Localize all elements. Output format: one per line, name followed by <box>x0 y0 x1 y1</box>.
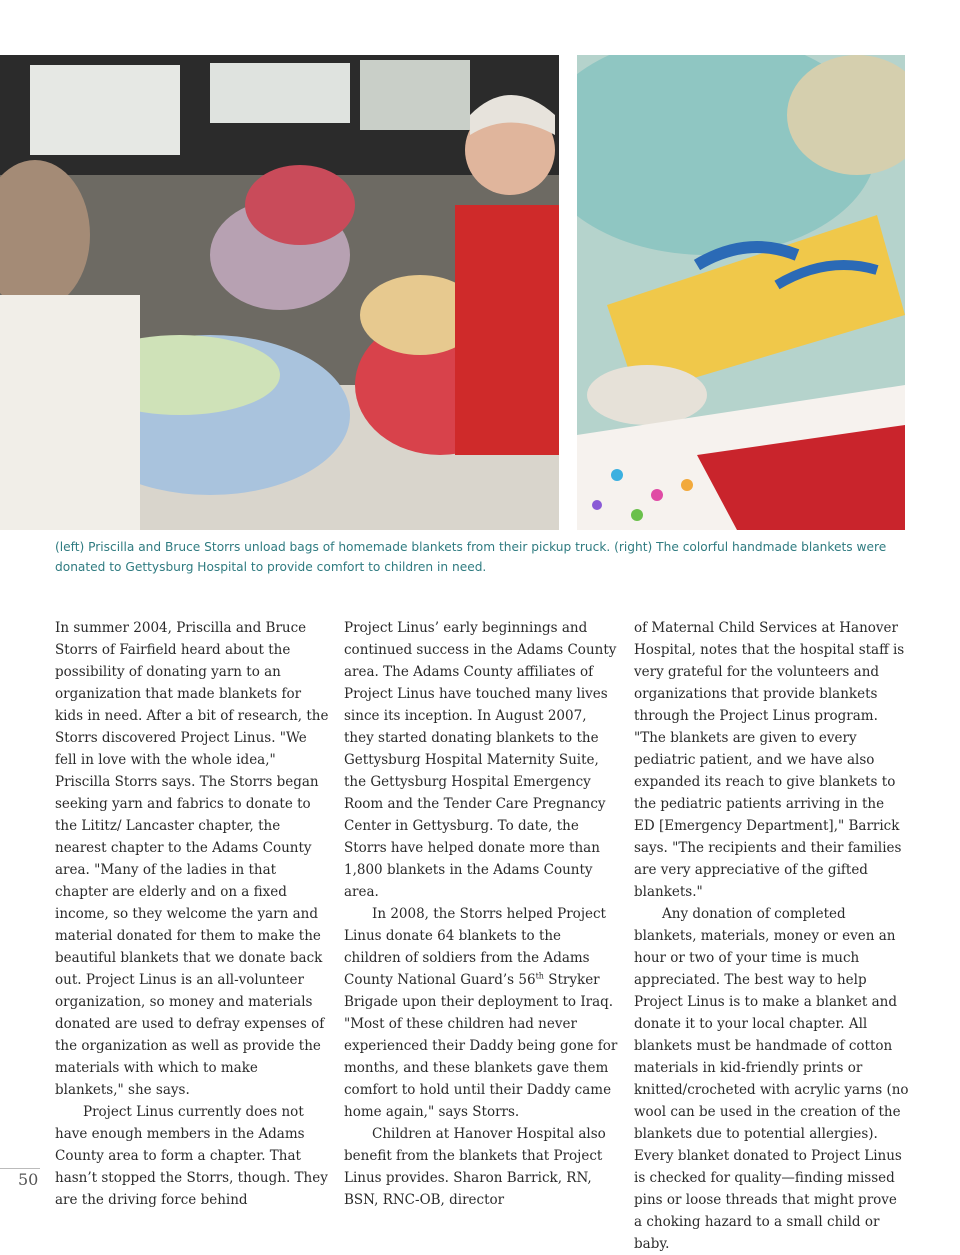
article-column-3 <box>634 617 909 1255</box>
blankets-photo-illustration <box>577 55 905 530</box>
photo-colorful-blankets <box>577 55 905 530</box>
paragraph: Children at Hanover Hospital also benefit from the blankets that Project Linus provides. Sharon Barrick, RN, BSN, RNC-OB, director <box>344 1126 606 1208</box>
paragraph: Any donation of completed blankets, materials, money or even an hour or two of your time is much appreciated. The best way to help Project Linus is to make a blanket and donate it to your local chapter. All blankets must be handmade of cotton materials in kid-friendly prints or knitted/crocheted with acrylic yarns (no wool can be used in the creation of the blankets due to potential allergies). Every blanket donated to Project Linus is checked for quality—finding missed pins or loose threads that might prove a choking hazard to a small child or baby. <box>634 906 909 1252</box>
paragraph <box>344 903 619 1123</box>
paragraph: of Maternal Child Services at Hanover Hospital, notes that the hospital staff is very grateful for the volunteers and organizations that provide blankets through the Project Linus program. "The blankets are given to every pediatric patient, and we have also expanded its reach to give blankets to the pediatric patients arriving in the ED [Emergency Department]," Barrick says. "The recipients and their families are very appreciative of the gifted blankets." <box>634 620 905 900</box>
paragraph: Project Linus currently does not have enough members in the Adams County area to form a chapter. That hasn’t stopped the Storrs, though. They are the driving force behind <box>55 1104 328 1208</box>
ordinal-suffix: th <box>535 971 544 981</box>
article-column-2 <box>344 617 619 1211</box>
truck-photo-illustration <box>0 55 559 530</box>
paragraph: Project Linus’ early beginnings and continued success in the Adams County area. The Adams County affiliates of Project Linus have touched many lives since its inception. In August 2007, they started donating blankets to the Gettysburg Hospital Maternity Suite, the Gettysburg Hospital Emergency Room and the Tender Care Pregnancy Center in Gettysburg. To date, the Storrs have helped donate more than 1,800 blankets in the Adams County area. <box>344 620 617 900</box>
photo-caption: (left) Priscilla and Bruce Storrs unload bags of homemade blankets from their pickup truck. (right) The colorful handmade blankets were donated to Gettysburg Hospital to provide comfort to children in need. <box>55 540 887 574</box>
page-number-rule <box>0 1168 40 1169</box>
paragraph-text: Stryker Brigade upon their deployment to Iraq. "Most of these children had never experienced their Daddy being gone for months, and these blankets gave them comfort to hold until their Daddy came home again," says Storrs. <box>344 972 618 1120</box>
paragraph-text: In 2008, the Storrs helped Project Linus donate 64 blankets to the children of soldiers from the Adams County National Guard’s 56 <box>344 906 606 988</box>
paragraph: In summer 2004, Priscilla and Bruce Storrs of Fairfield heard about the possibility of donating yarn to an organization that made blankets for kids in need. After a bit of research, the Storrs discovered Project Linus. "We fell in love with the whole idea," Priscilla Storrs says. The Storrs began seeking yarn and fabrics to donate to the Lititz/ Lancaster chapter, the nearest chapter to the Adams County area. "Many of the ladies in that chapter are elderly and on a fixed income, so they welcome the yarn and material donated for them to make the beautiful blankets that we donate back out. Project Linus is an all-volunteer organization, so money and materials donated are used to defray expenses of the organization as well as provide the materials with which to make blankets," she says. <box>55 620 329 1098</box>
page-number: 50 <box>18 1170 39 1189</box>
article-column-1 <box>55 617 330 1211</box>
photo-storrs-unloading-truck <box>0 55 559 530</box>
